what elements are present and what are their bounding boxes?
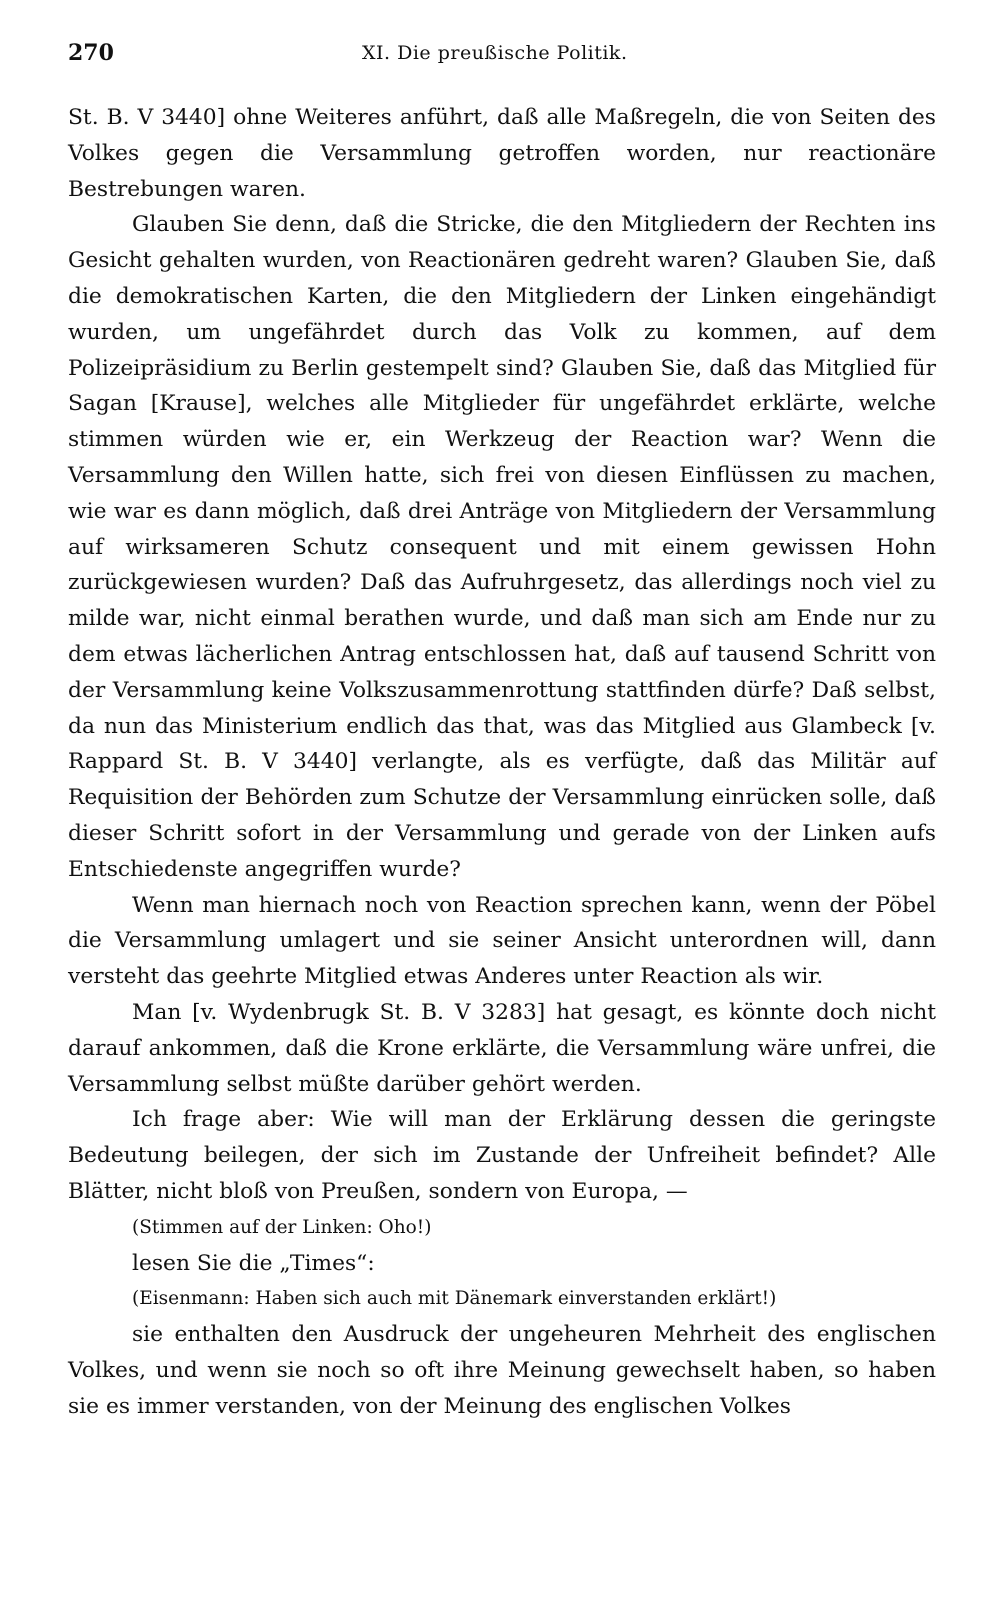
interjection-left: (Stimmen auf der Linken: Oho!) <box>132 1216 432 1238</box>
paragraph-6: sie enthalten den Ausdruck der ungeheuren Mehrheit des englischen Volkes, und wenn sie noch so oft ihre Meinung gewechselt haben, so haben sie es immer verstanden, von der Meinung des englischen Volkes <box>68 1322 936 1419</box>
book-page <box>68 40 936 1424</box>
running-head <box>68 40 936 84</box>
paragraph-4: Man [v. Wydenbrugk St. B. V 3283] hat gesagt, es könnte doch nicht darauf ankommen, daß die Krone erklärte, die Versammlung wäre unfrei, die Versammlung selbst müßte darüber gehört werden. <box>68 999 936 1097</box>
running-title: XI. Die preußische Politik. <box>362 42 628 64</box>
continuation-times: lesen Sie die „Times“: <box>132 1250 375 1276</box>
page-number: 270 <box>68 40 114 66</box>
interjection-eisenmann: (Eisenmann: Haben sich auch mit Dänemark einverstanden erklärt!) <box>132 1288 777 1310</box>
paragraph-3: Wenn man hiernach noch von Reaction sprechen kann, wenn der Pöbel die Versammlung umlagert und sie seiner Ansicht unterordnen will, dann versteht das geehrte Mitglied etwas Anderes unter Reaction als wir. <box>68 892 936 990</box>
paragraph-1: St. B. V 3440] ohne Weiteres anführt, daß alle Maßregeln, die von Seiten des Volkes gegen die Versammlung getroffen worden, nur reactionäre Bestrebungen waren. <box>68 105 936 202</box>
paragraph-2: Glauben Sie denn, daß die Stricke, die den Mitgliedern der Rechten ins Gesicht gehalten wurden, von Reactionären gedreht waren? Glauben Sie, daß die demokratischen Karten, die den Mitgliedern der Linken eingehändigt wurden, um ungefährdet durch das Volk zu kommen, auf dem Polizeipräsidium zu Berlin gestempelt sind? Glauben Sie, daß das Mitglied für Sagan [Krause], welches alle Mitglieder für ungefährdet erklärte, welche stimmen würden wie er, ein Werkzeug der Reaction war? Wenn die Versammlung den Willen hatte, sich frei von diesen Einflüssen zu machen, wie war es dann möglich, daß drei Anträge von Mitgliedern der Versammlung auf wirksameren Schutz consequent und mit einem gewissen Hohn zurückgewiesen wurden? Daß das Aufruhrgesetz, das allerdings noch viel zu milde war, nicht einmal berathen wurde, und daß man sich am Ende nur zu dem etwas lächerlichen Antrag entschlossen hat, daß auf tausend Schritt von der Versammlung keine Volkszusammenrottung stattfinden dürfe? Daß selbst, da nun das Ministerium endlich das that, was das Mitglied aus Glambeck [v. Rappard St. B. V 3440] verlangte, als es verfügte, daß das Militär auf Requisition der Behörden zum Schutze der Versammlung einrücken solle, daß dieser Schritt sofort in der Versammlung und gerade von der Linken aufs Entschiedenste angegriffen wurde? <box>68 212 936 882</box>
paragraph-5: Ich frage aber: Wie will man der Erklärung dessen die geringste Bedeutung beilegen, der sich im Zustande der Unfreiheit befindet? Alle Blätter, nicht bloß von Preußen, sondern von Europa, — <box>68 1107 936 1204</box>
body-text <box>68 100 936 1424</box>
